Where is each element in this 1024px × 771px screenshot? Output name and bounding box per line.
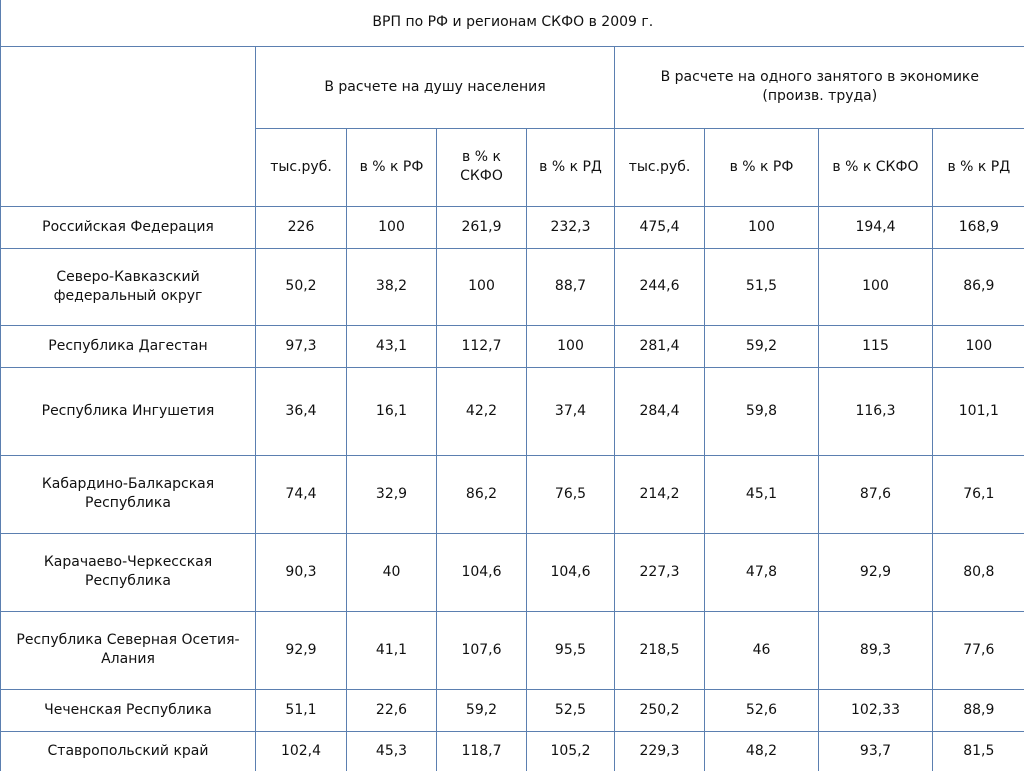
value-cell: 93,7 (819, 731, 933, 771)
subheader-cell: в % к РФ (347, 128, 437, 206)
value-cell: 88,7 (527, 248, 615, 325)
table-row (1, 731, 1024, 771)
value-cell: 104,6 (437, 533, 527, 611)
value-cell: 86,2 (437, 455, 527, 533)
value-cell: 16,1 (347, 367, 437, 455)
value-cell: 232,3 (527, 206, 615, 248)
value-cell: 41,1 (347, 611, 437, 689)
table-row (1, 455, 1024, 533)
table-row (1, 533, 1024, 611)
value-cell: 32,9 (347, 455, 437, 533)
value-cell: 116,3 (819, 367, 933, 455)
value-cell: 45,1 (705, 455, 819, 533)
table-title: ВРП по РФ и регионам СКФО в 2009 г. (1, 0, 1024, 46)
value-cell: 475,4 (615, 206, 705, 248)
subheader-cell: тыс.руб. (256, 128, 347, 206)
table-row (1, 689, 1024, 731)
region-name-cell: Ставропольский край (1, 731, 256, 771)
value-cell: 104,6 (527, 533, 615, 611)
value-cell: 77,6 (933, 611, 1024, 689)
value-cell: 100 (437, 248, 527, 325)
value-cell: 261,9 (437, 206, 527, 248)
region-name-cell: Российская Федерация (1, 206, 256, 248)
value-cell: 92,9 (819, 533, 933, 611)
subheader-cell: в % к СКФО (819, 128, 933, 206)
value-cell: 87,6 (819, 455, 933, 533)
region-header-cell (1, 46, 256, 206)
value-cell: 226 (256, 206, 347, 248)
value-cell: 105,2 (527, 731, 615, 771)
subheader-cell: тыс.руб. (615, 128, 705, 206)
value-cell: 45,3 (347, 731, 437, 771)
value-cell: 250,2 (615, 689, 705, 731)
value-cell: 244,6 (615, 248, 705, 325)
subheader-cell: в % к РФ (705, 128, 819, 206)
value-cell: 86,9 (933, 248, 1024, 325)
table-row (1, 248, 1024, 325)
value-cell: 227,3 (615, 533, 705, 611)
region-name-cell: Республика Ингушетия (1, 367, 256, 455)
value-cell: 74,4 (256, 455, 347, 533)
value-cell: 52,5 (527, 689, 615, 731)
value-cell: 95,5 (527, 611, 615, 689)
value-cell: 47,8 (705, 533, 819, 611)
group-header-per-employed: В расчете на одного занятого в экономике (произв. труда) (615, 46, 1024, 128)
value-cell: 22,6 (347, 689, 437, 731)
value-cell: 194,4 (819, 206, 933, 248)
value-cell: 52,6 (705, 689, 819, 731)
value-cell: 42,2 (437, 367, 527, 455)
region-name-cell: Чеченская Республика (1, 689, 256, 731)
value-cell: 59,8 (705, 367, 819, 455)
value-cell: 76,1 (933, 455, 1024, 533)
value-cell: 59,2 (705, 325, 819, 367)
value-cell: 50,2 (256, 248, 347, 325)
value-cell: 102,33 (819, 689, 933, 731)
value-cell: 100 (705, 206, 819, 248)
value-cell: 89,3 (819, 611, 933, 689)
value-cell: 59,2 (437, 689, 527, 731)
value-cell: 97,3 (256, 325, 347, 367)
value-cell: 81,5 (933, 731, 1024, 771)
value-cell: 229,3 (615, 731, 705, 771)
subheader-cell: в % к РД (527, 128, 615, 206)
value-cell: 80,8 (933, 533, 1024, 611)
value-cell: 100 (819, 248, 933, 325)
value-cell: 218,5 (615, 611, 705, 689)
value-cell: 40 (347, 533, 437, 611)
value-cell: 36,4 (256, 367, 347, 455)
table-row (1, 611, 1024, 689)
value-cell: 46 (705, 611, 819, 689)
region-name-cell: Кабардино-Балкарская Республика (1, 455, 256, 533)
value-cell: 100 (527, 325, 615, 367)
value-cell: 168,9 (933, 206, 1024, 248)
value-cell: 90,3 (256, 533, 347, 611)
value-cell: 48,2 (705, 731, 819, 771)
value-cell: 92,9 (256, 611, 347, 689)
value-cell: 101,1 (933, 367, 1024, 455)
value-cell: 284,4 (615, 367, 705, 455)
table-row (1, 325, 1024, 367)
group-header-per-capita: В расчете на душу населения (256, 46, 615, 128)
subheader-cell: в % к СКФО (437, 128, 527, 206)
table-row (1, 367, 1024, 455)
value-cell: 43,1 (347, 325, 437, 367)
subheader-cell: в % к РД (933, 128, 1024, 206)
region-name-cell: Карачаево-Черкесская Республика (1, 533, 256, 611)
region-name-cell: Республика Дагестан (1, 325, 256, 367)
value-cell: 88,9 (933, 689, 1024, 731)
value-cell: 281,4 (615, 325, 705, 367)
value-cell: 100 (347, 206, 437, 248)
value-cell: 214,2 (615, 455, 705, 533)
region-name-cell: Республика Северная Осетия- Алания (1, 611, 256, 689)
table-row (1, 206, 1024, 248)
region-name-cell: Северо-Кавказский федеральный округ (1, 248, 256, 325)
value-cell: 100 (933, 325, 1024, 367)
value-cell: 51,1 (256, 689, 347, 731)
value-cell: 37,4 (527, 367, 615, 455)
value-cell: 51,5 (705, 248, 819, 325)
value-cell: 118,7 (437, 731, 527, 771)
value-cell: 112,7 (437, 325, 527, 367)
value-cell: 76,5 (527, 455, 615, 533)
value-cell: 38,2 (347, 248, 437, 325)
value-cell: 115 (819, 325, 933, 367)
value-cell: 102,4 (256, 731, 347, 771)
value-cell: 107,6 (437, 611, 527, 689)
